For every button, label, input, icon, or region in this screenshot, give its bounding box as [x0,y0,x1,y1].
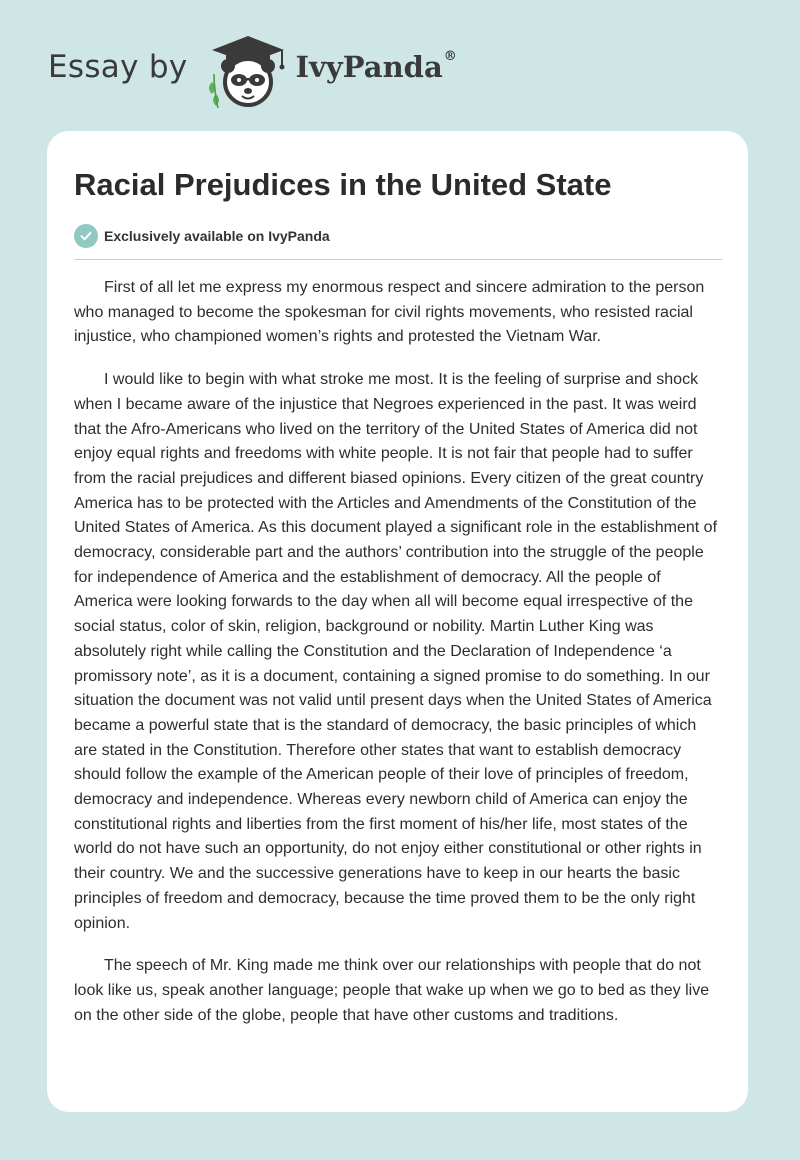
brand-name[interactable] [296,50,457,84]
exclusive-label: Exclusively available on IvyPanda [104,228,330,244]
ivypanda-logo-icon[interactable] [202,30,294,110]
paragraph-2: I would like to begin with what stroke me most. It is the feeling of surprise and shock when I became aware of the injustice that Negroes experienced in the past. It was weird that the Afro-Americans who lived on the territory of the United States of America did not enjoy equal rights and freedoms with white people. It is not fair that people had to suffer from the racial prejudices and different biased opinions. Every citizen of the great country America has to be protected with the Articles and Amendments of the Constitution of the United States of America. As this document played a significant role in the establishment of democracy, considerable part and the authors’ contribution into the struggle of the people for independence of America and the establishment of democracy. All the people of America were looking forwards to the day when all will become equal irrespective of the social status, color of skin, religion, background or nobility. Martin Luther King was absolutely right while calling the Constitution and the Declaration of Independence ‘a promissory note’, as it is a document, containing a signed promise to do something. In our situation the document was not valid until present days when the United States of America became a powerful state that is the standard of democracy, the basic principles of which are stated in the Constitution. Therefore other states that want to establish democracy should follow the example of the American people of their love of principles of freedom, democracy and independence. Whereas every newborn child of America can enjoy the constitutional rights and liberties from the first moment of his/her life, most states of the world do not have such an opportunity, do not enjoy either constitutional or other rights in their country. We and the successive generations have to keep in our hearts the basic principles of freedom and democracy, because the time proved them to be the only right opinion. [74,371,718,932]
site-header [48,30,457,110]
paragraph-3: The speech of Mr. King made me think over our relationships with people that do not look like us, speak another language; people that wake up when we go to bed as they live on the other side of the globe, people that have other customs and traditions. [74,957,710,1024]
brand-text: IvyPanda [295,50,443,84]
page-title: Racial Prejudices in the United State [74,167,612,202]
divider [74,259,722,260]
essay-by-label: Essay by [48,49,188,85]
exclusive-badge [74,223,722,249]
registered-mark: ® [443,49,457,65]
checkmark-icon [74,224,98,248]
essay-card [47,131,748,1112]
paragraph-1: First of all let me express my enormous respect and sincere admiration to the person who managed to become the spokesman for civil rights movements, who resisted racial injustice, who championed women’s rights and protested the Vietnam War. [74,279,705,346]
